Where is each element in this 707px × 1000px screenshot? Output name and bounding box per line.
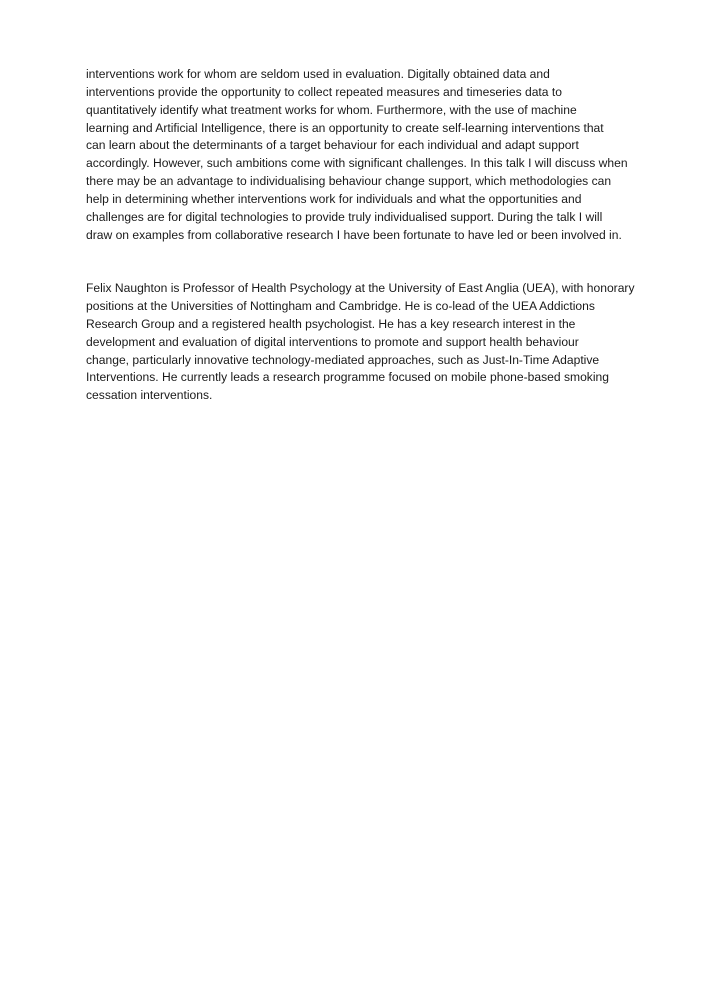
- abstract-paragraph: [86, 66, 631, 244]
- text-line: Interventions. He currently leads a research programme focused on mobile phone-based smoking: [86, 370, 609, 385]
- text-line: learning and Artificial Intelligence, there is an opportunity to create self-learning interventions that: [86, 120, 604, 135]
- text-line: help in determining whether interventions work for individuals and what the opportunities and: [86, 191, 582, 206]
- document-body: [86, 66, 635, 405]
- text-line: there may be an advantage to individualising behaviour change support, which methodologies can: [86, 174, 612, 189]
- text-line: change, particularly innovative technology-mediated approaches, such as Just-In-Time Adaptive: [86, 352, 600, 367]
- text-line: interventions work for whom are seldom used in evaluation. Digitally obtained data and: [86, 67, 550, 81]
- text-line: draw on examples from collaborative research I have been fortunate to have led or been involved in.: [86, 227, 622, 242]
- text-line: challenges are for digital technologies to provide truly individualised support. During the talk I will: [86, 209, 603, 224]
- bio-paragraph: [86, 280, 635, 405]
- text-line: positions at the Universities of Nottingham and Cambridge. He is co-lead of the UEA Addictions: [86, 298, 595, 313]
- text-line: Felix Naughton is Professor of Health Psychology at the University of East Anglia (UEA), with honorary: [86, 281, 635, 296]
- text-line: interventions provide the opportunity to collect repeated measures and timeseries data to: [86, 84, 562, 99]
- text-line: cessation interventions.: [86, 388, 213, 403]
- text-line: quantitatively identify what treatment works for whom. Furthermore, with the use of machine: [86, 102, 577, 117]
- text-line: accordingly. However, such ambitions come with significant challenges. In this talk I will discuss when: [86, 156, 628, 171]
- text-line: development and evaluation of digital interventions to promote and support health behaviour: [86, 334, 579, 349]
- text-line: Research Group and a registered health psychologist. He has a key research interest in the: [86, 316, 576, 331]
- paragraph-spacer: [86, 244, 631, 280]
- text-line: can learn about the determinants of a target behaviour for each individual and adapt support: [86, 138, 579, 153]
